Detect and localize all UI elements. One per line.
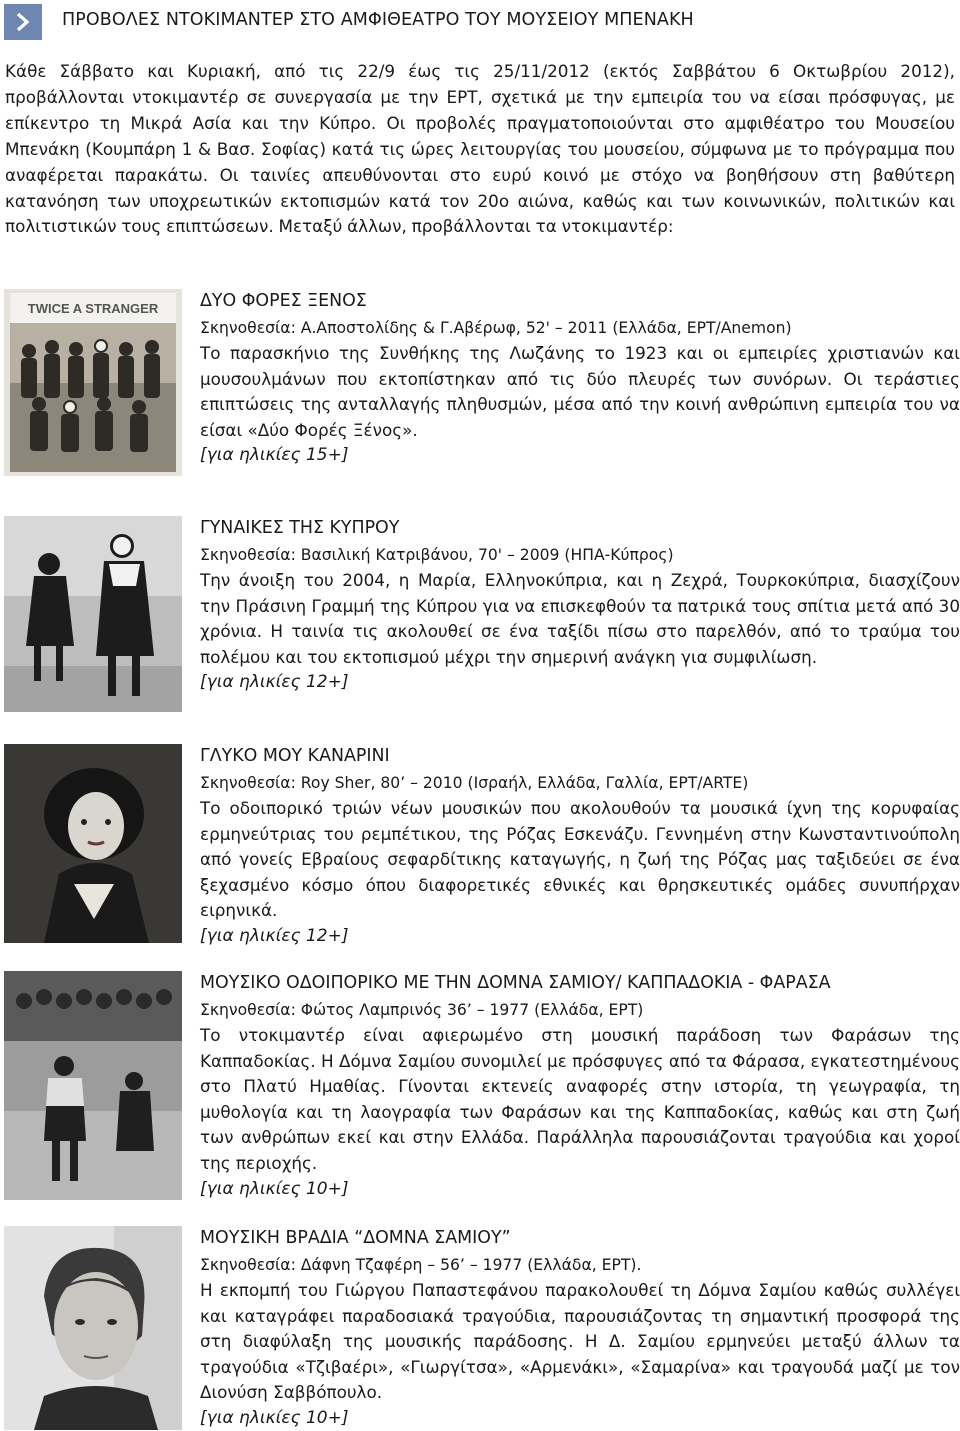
film-credits: Σκηνοθεσία: Α.Αποστολίδης & Γ.Αβέρωφ, 52' – 2011 (Ελλάδα, ΕΡΤ/Anemon) xyxy=(200,319,792,337)
film-title: ΓΥΝΑΙΚΕΣ ΤΗΣ ΚΥΠΡΟΥ xyxy=(200,518,400,538)
film-title: ΔΥΟ ΦΟΡΕΣ ΞΕΝΟΣ xyxy=(200,291,367,311)
film-description: Το παρασκήνιο της Συνθήκης της Λωζάνης το 1923 και οι εμπειρίες χριστιανών και μουσουλμάνων που εκτοπίστηκαν από τις δύο πλευρές των συνόρων. Οι τεράστιες επιπτώσεις της ανταλλαγής πληθυσμών, μέσα από την κοινή ανθρώπινη εμπειρία του να είσαι «Δύο Φορές Ξένος». xyxy=(200,343,960,440)
page-title: ΠΡΟΒΟΛΕΣ ΝΤΟΚΙΜΑΝΤΕΡ ΣΤΟ ΑΜΦΙΘΕΑΤΡΟ ΤΟΥ ΜΟΥΣΕΙΟΥ ΜΠΕΝΑΚΗ xyxy=(62,10,694,30)
section-header xyxy=(4,4,954,40)
film-details xyxy=(200,971,960,1202)
film-description: Το οδοιπορικό τριών νέων μουσικών που ακολουθούν τα μουσικά ίχνη της κορυφαίας ερμηνεύτριας του ρεμπέτικου, της Ρόζας Εσκενάζυ. Γεννημένη στην Κωνσταντινούπολη από γονείς Εβραίους σεφαρδίτικης καταγωγής, η ζωή της Ρόζας μας ταξιδεύει σε ένα ξεχασμένο κόσμο όπου διαφορετικές εθνικές και θρησκευτικές ομάδες συνυπήρχαν ειρηνικά. xyxy=(200,798,960,921)
film-details xyxy=(200,744,960,949)
film-details xyxy=(200,1226,960,1431)
film-credits: Σκηνοθεσία: Φώτος Λαμπρινός 36’ – 1977 (Ελλάδα, ΕΡΤ) xyxy=(200,1001,644,1019)
age-rating: [για ηλικίες 12+] xyxy=(200,672,349,693)
film-credits: Σκηνοθεσία: Roy Sher, 80’ – 2010 (Ισραήλ, Ελλάδα, Γαλλία, ΕΡΤ/ARTE) xyxy=(200,774,749,792)
age-rating: [για ηλικίες 10+] xyxy=(200,1178,349,1199)
film-poster-image xyxy=(4,289,182,476)
film-description: Το ντοκιμαντέρ είναι αφιερωμένο στη μουσική παράδοση των Φαράσων της Καππαδοκίας. Η Δόμνα Σαμίου συνομιλεί με πρόσφυγες από τα Φάρασα, εγκατεστημένους στο Πλατύ Ημαθίας. Γίνονται εκτενείς αναφορές στην ιστορία, τη γεωγραφία, τη μυθολογία και τη λαογραφία των Φαράσων και της Καππαδοκίας, καθώς και στη ζωή των ανθρώπων εκεί και στην Ελλάδα. Παράλληλα παρουσιάζονται τραγούδια και χοροί της περιοχής. xyxy=(200,1025,960,1173)
age-rating: [για ηλικίες 15+] xyxy=(200,445,349,466)
film-description: Η εκπομπή του Γιώργου Παπαστεφάνου παρακολουθεί τη Δόμνα Σαμίου καθώς συλλέγει και καταγράφει παραδοσιακά τραγούδια, παρουσιάζοντας τη σημαντική προσφορά της στη διαφύλαξη της μουσικής παράδοσης. Η Δ. Σαμίου ερμηνεύει μεταξύ άλλων τα τραγούδια «Τζιβαέρι», «Γιωργίτσα», «Αρμενάκι», «Σαμαρίνα» και τραγουδά μαζί με τον Διονύση Σαββόπουλο. xyxy=(200,1280,960,1403)
age-rating: [για ηλικίες 10+] xyxy=(200,1407,349,1428)
film-still-image xyxy=(4,971,182,1200)
poster-caption: TWICE A STRANGER xyxy=(27,301,159,316)
film-details xyxy=(200,516,960,695)
intro-paragraph: Κάθε Σάββατο και Κυριακή, από τις 22/9 έως τις 25/11/2012 (εκτός Σαββάτου 6 Οκτωβρίου 2012), προβάλλονται ντοκιμαντέρ σε συνεργασία με την ΕΡΤ, σχετικά με την εμπειρία του να είσαι πρόσφυγας, με επίκεντρο τη Μικρά Ασία και την Κύπρο. Οι προβολές πραγματοποιούνται στο αμφιθέατρο του Μουσείου Μπενάκη (Κουμπάρη 1 & Βασ. Σοφίας) κατά τις ώρες λειτουργίας του μουσείου, σύμφωνα με το πρόγραμμα που αναφέρεται παρακάτω. Οι ταινίες απευθύνονται στο ευρύ κοινό με στόχο να βοηθήσουν στη βαθύτερη κατανόηση των υποχρεωτικών εκτοπισμών κατά τον 20ο αιώνα, καθώς και των κοινωνικών, πολιτικών και πολιτιστικών τους επιπτώσεων. Μεταξύ άλλων, προβάλλονται τα ντοκιμαντέρ: xyxy=(5,61,955,237)
film-details xyxy=(200,289,960,468)
film-title: ΓΛΥΚΟ ΜΟΥ ΚΑΝΑΡΙΝΙ xyxy=(200,746,390,766)
film-credits: Σκηνοθεσία: Δάφνη Τζαφέρη – 56’ – 1977 (Ελλάδα, ΕΡΤ). xyxy=(200,1256,642,1274)
film-title: ΜΟΥΣΙΚΟ ΟΔΟΙΠΟΡΙΚΟ ΜΕ ΤΗΝ ΔΟΜΝΑ ΣΑΜΙΟΥ/ ΚΑΠΠΑΔΟΚΙΑ - ΦΑΡΑΣΑ xyxy=(200,973,831,993)
film-still-image xyxy=(4,744,182,943)
chevron-right-icon xyxy=(4,4,42,40)
age-rating: [για ηλικίες 12+] xyxy=(200,925,349,946)
film-description: Την άνοιξη του 2004, η Μαρία, Ελληνοκύπρια, και η Ζεχρά, Τουρκοκύπρια, διασχίζουν την Πράσινη Γραμμή της Κύπρου για να επισκεφθούν τα πατρικά τους σπίτια μετά από 30 χρόνια. Η ταινία τις ακολουθεί σε ένα ταξίδι πίσω στο παρελθόν, από το τραύμα του πολέμου και του εκτοπισμού μέχρι την σημερινή ανάγκη για συμφιλίωση. xyxy=(200,570,960,667)
film-title: ΜΟΥΣΙΚΗ ΒΡΑΔΙΑ “ΔΟΜΝΑ ΣΑΜΙΟΥ” xyxy=(200,1228,511,1248)
film-still-image xyxy=(4,1226,182,1430)
film-still-image xyxy=(4,516,182,712)
film-credits: Σκηνοθεσία: Βασιλική Κατριβάνου, 70' – 2009 (ΗΠΑ-Κύπρος) xyxy=(200,546,674,564)
